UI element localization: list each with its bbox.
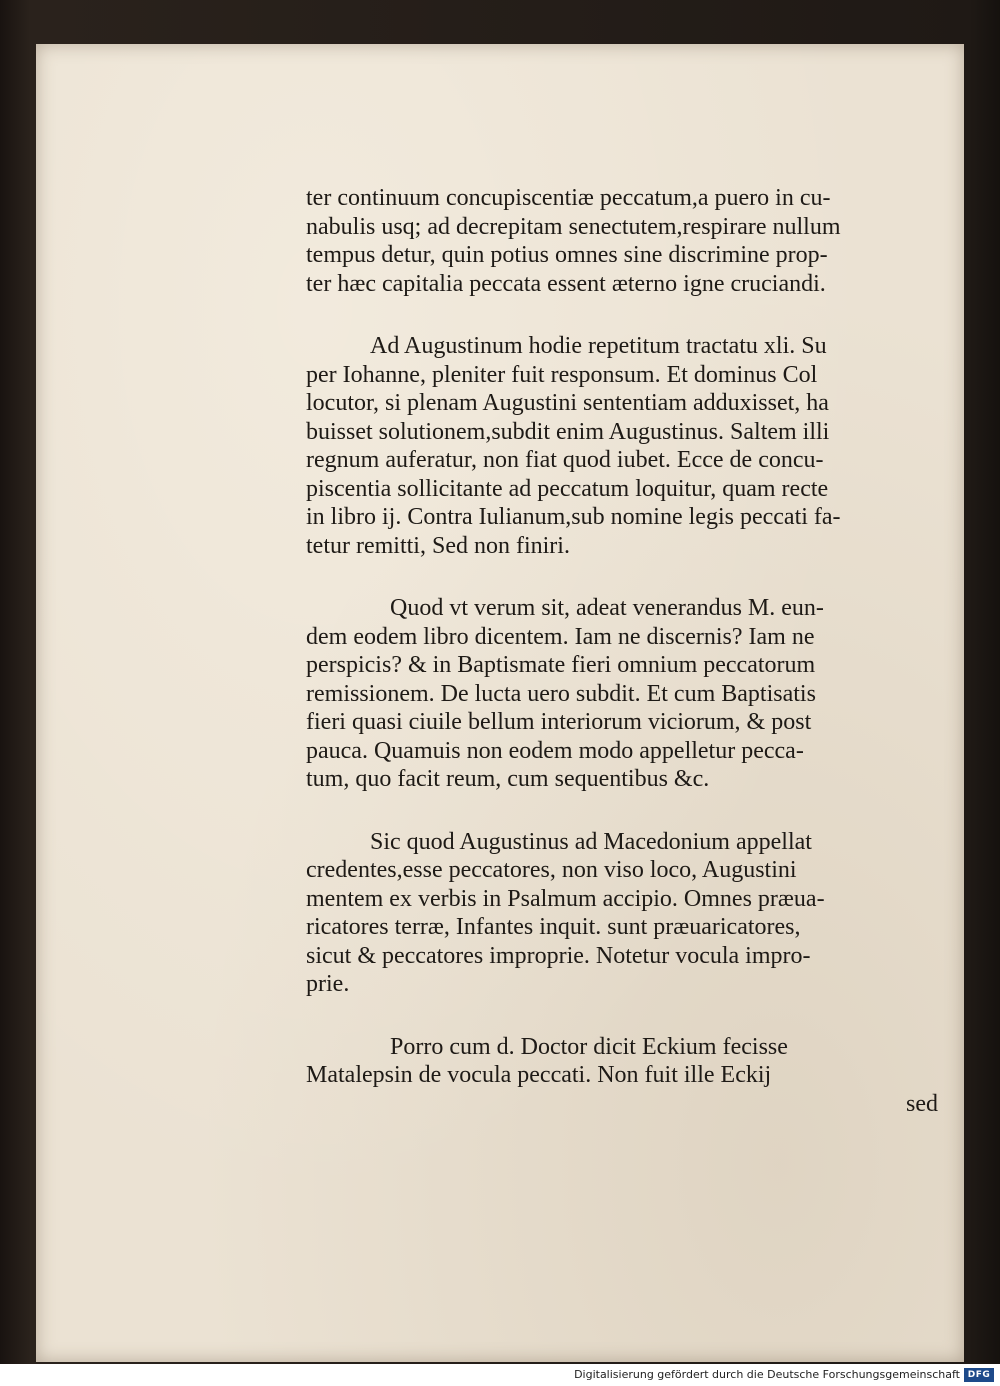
text-line: mentem ex verbis in Psalmum accipio. Omnes præua- (306, 885, 825, 912)
text-line: locutor, si plenam Augustini sententiam adduxisset, ha (306, 390, 829, 416)
text-line: Quod vt verum sit, adeat venerandus M. eun- (390, 595, 824, 621)
text-line: dem eodem libro dicentem. Iam ne discernis? Iam ne (306, 623, 815, 650)
text-line: prie. (306, 971, 350, 997)
text-line: tetur remitti, Sed non finiri. (306, 532, 570, 559)
text-line: pauca. Quamuis non eodem modo appelletur pecca- (306, 737, 804, 764)
text-line: regnum auferatur, non fiat quod iubet. Ecce de concu- (306, 447, 824, 473)
document-page (36, 44, 964, 1362)
text-line: Porro cum d. Doctor dicit Eckium fecisse (390, 1033, 788, 1060)
text-line: Sic quod Augustinus ad Macedonium appellat (370, 828, 812, 855)
text-line: remissionem. De lucta uero subdit. Et cum Baptisatis (306, 680, 816, 707)
text-line: ricatores terræ, Infantes inquit. sunt præuaricatores, (306, 914, 801, 940)
paragraph-3 (306, 594, 946, 794)
body-text (306, 184, 946, 1118)
text-line: sicut & peccatores improprie. Notetur vocula impro- (306, 942, 811, 969)
catchword: sed (906, 1090, 938, 1117)
text-line: fieri quasi ciuile bellum interiorum viciorum, & post (306, 709, 812, 735)
text-line: credentes,esse peccatores, non viso loco, Augustini (306, 857, 797, 883)
text-line: tum, quo facit reum, cum sequentibus &c. (306, 766, 710, 792)
paragraph-4 (306, 828, 946, 999)
text-line: ter hæc capitalia peccata essent æterno igne cruciandi. (306, 270, 826, 297)
text-line: Matalepsin de vocula peccati. Non fuit ille Eckij (306, 1062, 772, 1088)
text-line: Ad Augustinum hodie repetitum tractatu xli. Su (370, 333, 827, 359)
paragraph-2 (306, 332, 946, 560)
footer-credit: Digitalisierung gefördert durch die Deutsche Forschungsgemeinschaft (574, 1368, 960, 1381)
text-line: ter continuum concupiscentiæ peccatum,a puero in cu- (306, 185, 831, 211)
text-line: in libro ij. Contra Iulianum,sub nomine legis peccati fa- (306, 504, 841, 530)
text-line: perspicis? & in Baptismate fieri omnium peccatorum (306, 652, 816, 678)
text-line: buisset solutionem,subdit enim Augustinus. Saltem illi (306, 418, 830, 445)
paragraph-5 (306, 1033, 946, 1119)
text-line: nabulis usq; ad decrepitam senectutem,respirare nullum (306, 213, 841, 240)
text-line: per Iohanne, pleniter fuit responsum. Et dominus Col (306, 361, 818, 388)
footer-bar (0, 1364, 1000, 1386)
paragraph-1 (306, 184, 946, 298)
text-line: piscentia sollicitante ad peccatum loquitur, quam recte (306, 475, 829, 502)
dfg-logo-icon: DFG (964, 1368, 994, 1382)
text-line: tempus detur, quin potius omnes sine discrimine prop- (306, 242, 828, 268)
